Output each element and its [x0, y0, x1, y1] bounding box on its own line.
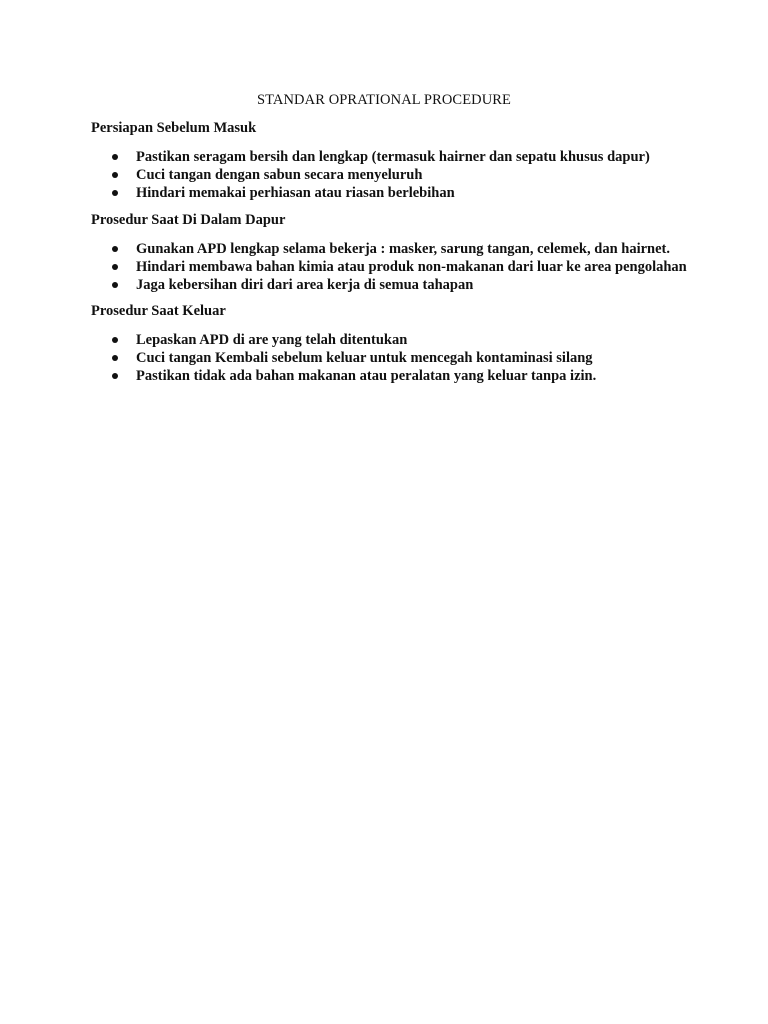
list-item	[91, 258, 751, 276]
list-item-text: Hindari membawa bahan kimia atau produk non-makanan dari luar ke area pengolahan	[136, 259, 687, 275]
section-heading-keluar: Prosedur Saat Keluar	[91, 303, 226, 319]
list-item	[91, 331, 751, 349]
section-heading-persiapan: Persiapan Sebelum Masuk	[91, 120, 257, 136]
list-item	[91, 349, 751, 367]
bullet-icon	[112, 337, 118, 343]
bullet-icon	[112, 246, 118, 252]
list-item	[91, 240, 751, 258]
bullet-icon	[112, 282, 118, 288]
list-item	[91, 367, 751, 385]
bullet-list-keluar	[91, 331, 751, 385]
bullet-icon	[112, 154, 118, 160]
section-heading-dalam-dapur: Prosedur Saat Di Dalam Dapur	[91, 212, 286, 228]
document-title: STANDAR OPRATIONAL PROCEDURE	[256, 92, 512, 108]
bullet-list-dalam-dapur	[91, 240, 751, 294]
list-item-text: Jaga kebersihan diri dari area kerja di semua tahapan	[136, 277, 474, 293]
bullet-list-persiapan	[91, 148, 751, 202]
bullet-icon	[112, 172, 118, 178]
list-item-text: Pastikan tidak ada bahan makanan atau peralatan yang keluar tanpa izin.	[136, 368, 597, 384]
list-item	[91, 166, 751, 184]
list-item	[91, 184, 751, 202]
list-item-text: Hindari memakai perhiasan atau riasan berlebihan	[136, 185, 455, 201]
bullet-icon	[112, 355, 118, 361]
bullet-icon	[112, 190, 118, 196]
list-item	[91, 276, 751, 294]
bullet-icon	[112, 373, 118, 379]
list-item-text: Cuci tangan Kembali sebelum keluar untuk mencegah kontaminasi silang	[136, 350, 593, 366]
bullet-icon	[112, 264, 118, 270]
list-item-text: Cuci tangan dengan sabun secara menyeluruh	[136, 167, 423, 183]
list-item	[91, 148, 751, 166]
list-item-text: Lepaskan APD di are yang telah ditentukan	[136, 332, 408, 348]
list-item-text: Gunakan APD lengkap selama bekerja : masker, sarung tangan, celemek, dan hairnet.	[136, 241, 670, 257]
list-item-text: Pastikan seragam bersih dan lengkap (termasuk hairner dan sepatu khusus dapur)	[136, 149, 650, 165]
